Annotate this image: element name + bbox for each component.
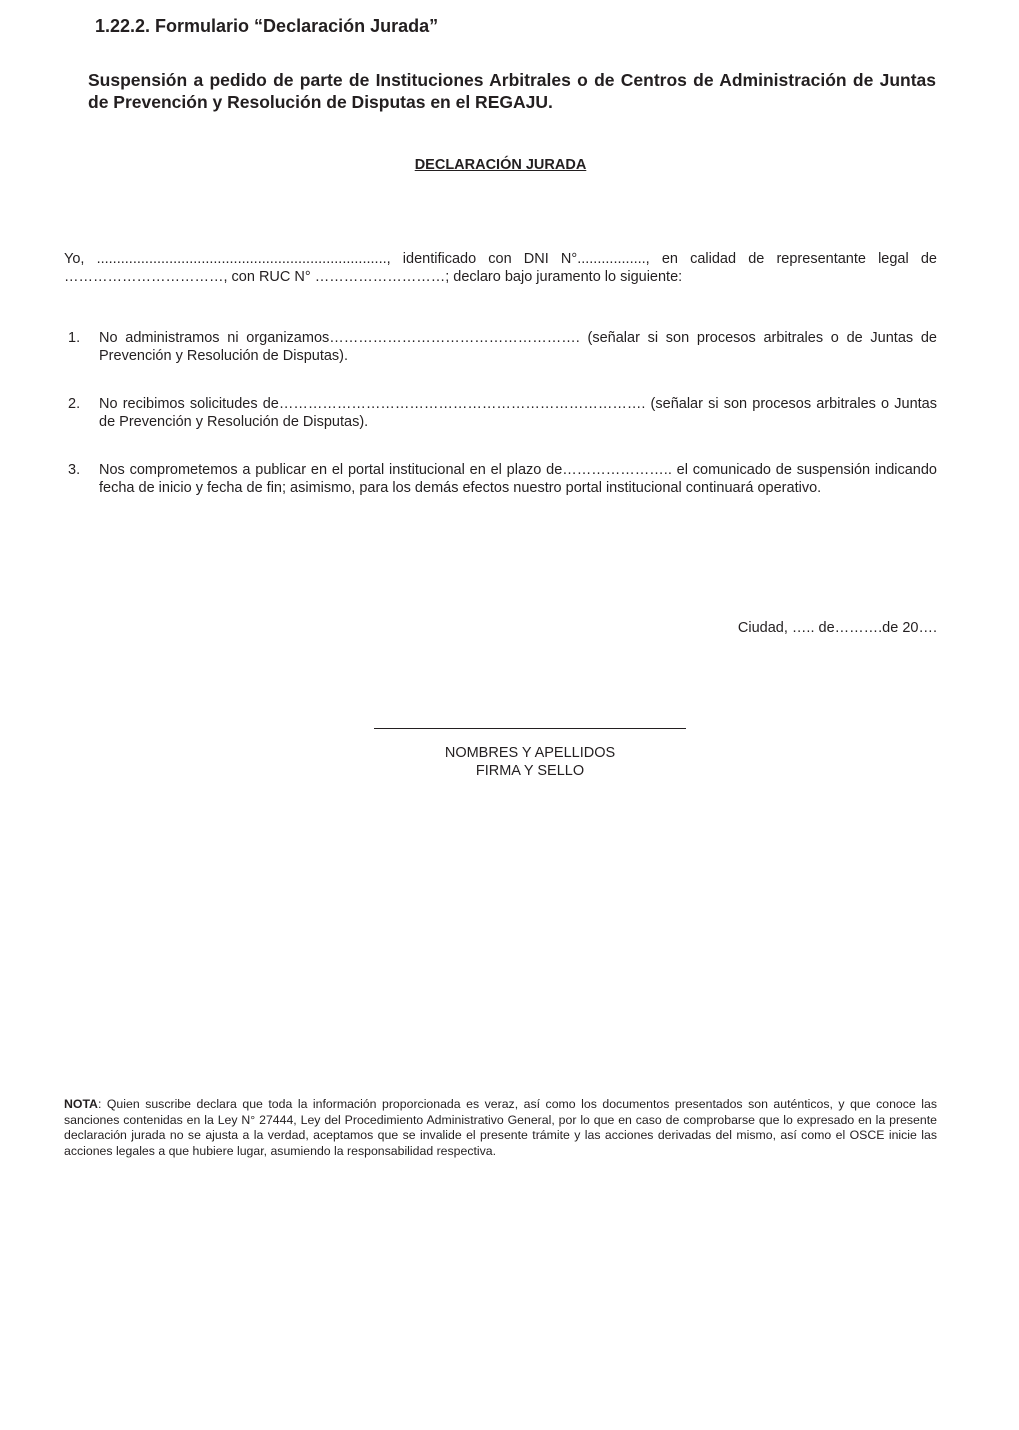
list-item xyxy=(64,395,937,431)
signature-block xyxy=(374,744,686,780)
list-item-text: No recibimos solicitudes de…………………………………………………………………. (señalar si son procesos arbitrales o Juntas de Prevención y Resolución de Disputas). xyxy=(99,396,937,430)
section-heading: 1.22.2. Formulario “Declaración Jurada” xyxy=(95,16,439,36)
declaration-intro: Yo, ........................................................................, identificado con DNI N°................., en calidad de representante legal de ……………………………, con RUC N° ………………………; declaro bajo juramento lo siguiente: xyxy=(64,251,937,285)
list-item-text: No administramos ni organizamos……………………………………………. (señalar si son procesos arbitrales o de Juntas de Prevención y Resolución de Disputas). xyxy=(99,330,937,364)
list-item-number: 2. xyxy=(68,396,81,412)
list-item xyxy=(64,329,937,365)
list-item-number: 3. xyxy=(68,462,81,478)
list-item-text: Nos comprometemos a publicar en el portal institucional en el plazo de………………….. el comunicado de suspensión indicando fecha de inicio y fecha de fin; asimismo, para los demás efectos nuestro portal institucional continuará operativo. xyxy=(99,462,937,496)
list-item-number: 1. xyxy=(68,330,81,346)
page-title: DECLARACIÓN JURADA xyxy=(414,157,587,173)
signature-seal-label: FIRMA Y SELLO xyxy=(475,763,585,779)
list-item xyxy=(64,461,937,497)
document-subtitle: Suspensión a pedido de parte de Instituciones Arbitrales o de Centros de Administración de Juntas de Prevención y Resolución de Disputas en el REGAJU. xyxy=(88,70,936,112)
legal-note xyxy=(64,1097,937,1159)
signature-name-label: NOMBRES Y APELLIDOS xyxy=(444,745,616,761)
signature-line xyxy=(374,728,686,729)
note-text: : Quien suscribe declara que toda la información proporcionada es veraz, así como los documentos presentados son auténticos, y que conoce las sanciones contenidas en la Ley N° 27444, Ley del Procedimiento Administrativo General, por lo que en caso de comprobarse que lo expresado en la presente declaración jurada no se ajusta a la verdad, aceptamos que se invalide el presente trámite y las acciones derivadas del mismo, así como el OSCE inicie las acciones legales a que hubiere lugar, asumiendo la responsabilidad respectiva. xyxy=(64,1097,937,1158)
place-date: Ciudad, ….. de……….de 20…. xyxy=(737,620,937,636)
note-label: NOTA xyxy=(64,1097,98,1111)
